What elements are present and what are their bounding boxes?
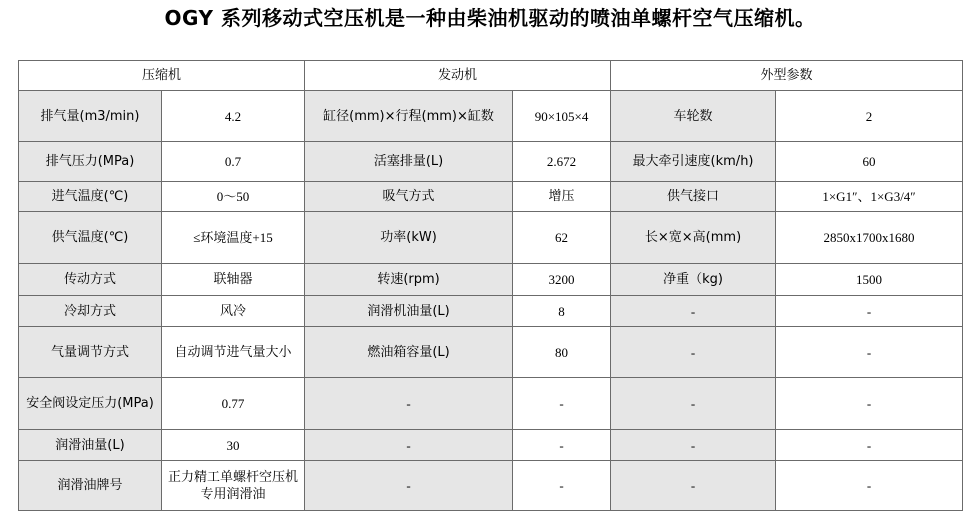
value-cell: 60 xyxy=(776,142,963,182)
label-cell: 活塞排量(L) xyxy=(305,142,513,182)
label-cell: 长×宽×高(mm) xyxy=(611,212,776,264)
label-cell: 吸气方式 xyxy=(305,182,513,212)
table-row xyxy=(19,461,963,511)
table-row xyxy=(19,378,963,430)
table-row xyxy=(19,182,963,212)
label-cell: 冷却方式 xyxy=(19,296,162,327)
value-cell: 30 xyxy=(162,430,305,461)
label-cell: 车轮数 xyxy=(611,91,776,142)
value-cell: 4.2 xyxy=(162,91,305,142)
value-cell: 2 xyxy=(776,91,963,142)
empty-cell: - xyxy=(611,296,776,327)
label-cell: 供气温度(℃) xyxy=(19,212,162,264)
value-cell: 1500 xyxy=(776,264,963,296)
empty-cell: - xyxy=(776,327,963,378)
empty-cell: - xyxy=(776,461,963,511)
empty-cell: - xyxy=(513,430,611,461)
value-cell: 3200 xyxy=(513,264,611,296)
table-header-row xyxy=(19,61,963,91)
table-row xyxy=(19,264,963,296)
value-cell: 联轴器 xyxy=(162,264,305,296)
page-title: OGY 系列移动式空压机是一种由柴油机驱动的喷油单螺杆空气压缩机。 xyxy=(164,6,816,30)
empty-cell: - xyxy=(305,461,513,511)
empty-cell: - xyxy=(611,461,776,511)
empty-cell: - xyxy=(611,327,776,378)
value-cell: ≤环境温度+15 xyxy=(162,212,305,264)
empty-cell: - xyxy=(776,378,963,430)
label-cell: 润滑机油量(L) xyxy=(305,296,513,327)
empty-cell: - xyxy=(776,296,963,327)
value-cell: 2850x1700x1680 xyxy=(776,212,963,264)
value-cell: 2.672 xyxy=(513,142,611,182)
label-cell: 燃油箱容量(L) xyxy=(305,327,513,378)
header-dimensions: 外型参数 xyxy=(611,61,963,91)
value-cell: 正力精工单螺杆空压机专用润滑油 xyxy=(162,461,305,511)
table-row xyxy=(19,430,963,461)
empty-cell: - xyxy=(305,430,513,461)
empty-cell: - xyxy=(513,461,611,511)
value-cell: 自动调节进气量大小 xyxy=(162,327,305,378)
label-cell: 润滑油量(L) xyxy=(19,430,162,461)
label-cell: 功率(kW) xyxy=(305,212,513,264)
value-cell: 80 xyxy=(513,327,611,378)
table-row xyxy=(19,327,963,378)
table-row xyxy=(19,91,963,142)
label-cell: 缸径(mm)×行程(mm)×缸数 xyxy=(305,91,513,142)
table-row xyxy=(19,212,963,264)
value-cell: 1×G1″、1×G3/4″ xyxy=(776,182,963,212)
empty-cell: - xyxy=(305,378,513,430)
label-cell: 转速(rpm) xyxy=(305,264,513,296)
label-cell: 进气温度(℃) xyxy=(19,182,162,212)
empty-cell: - xyxy=(776,430,963,461)
value-cell: 增压 xyxy=(513,182,611,212)
value-cell: 风冷 xyxy=(162,296,305,327)
label-cell: 供气接口 xyxy=(611,182,776,212)
header-compressor: 压缩机 xyxy=(19,61,305,91)
label-cell: 传动方式 xyxy=(19,264,162,296)
value-cell: 90×105×4 xyxy=(513,91,611,142)
label-cell: 气量调节方式 xyxy=(19,327,162,378)
header-engine: 发动机 xyxy=(305,61,611,91)
label-cell: 润滑油牌号 xyxy=(19,461,162,511)
label-cell: 排气压力(MPa) xyxy=(19,142,162,182)
value-cell: 8 xyxy=(513,296,611,327)
label-cell: 最大牵引速度(km/h) xyxy=(611,142,776,182)
empty-cell: - xyxy=(611,430,776,461)
value-cell: 62 xyxy=(513,212,611,264)
label-cell: 排气量(m3/min) xyxy=(19,91,162,142)
table-row xyxy=(19,296,963,327)
label-cell: 净重（kg) xyxy=(611,264,776,296)
label-cell: 安全阀设定压力(MPa) xyxy=(19,378,162,430)
value-cell: 0.7 xyxy=(162,142,305,182)
value-cell: 0.77 xyxy=(162,378,305,430)
empty-cell: - xyxy=(513,378,611,430)
value-cell: 0～50 xyxy=(162,182,305,212)
empty-cell: - xyxy=(611,378,776,430)
table-row xyxy=(19,142,963,182)
spec-table xyxy=(18,60,963,511)
